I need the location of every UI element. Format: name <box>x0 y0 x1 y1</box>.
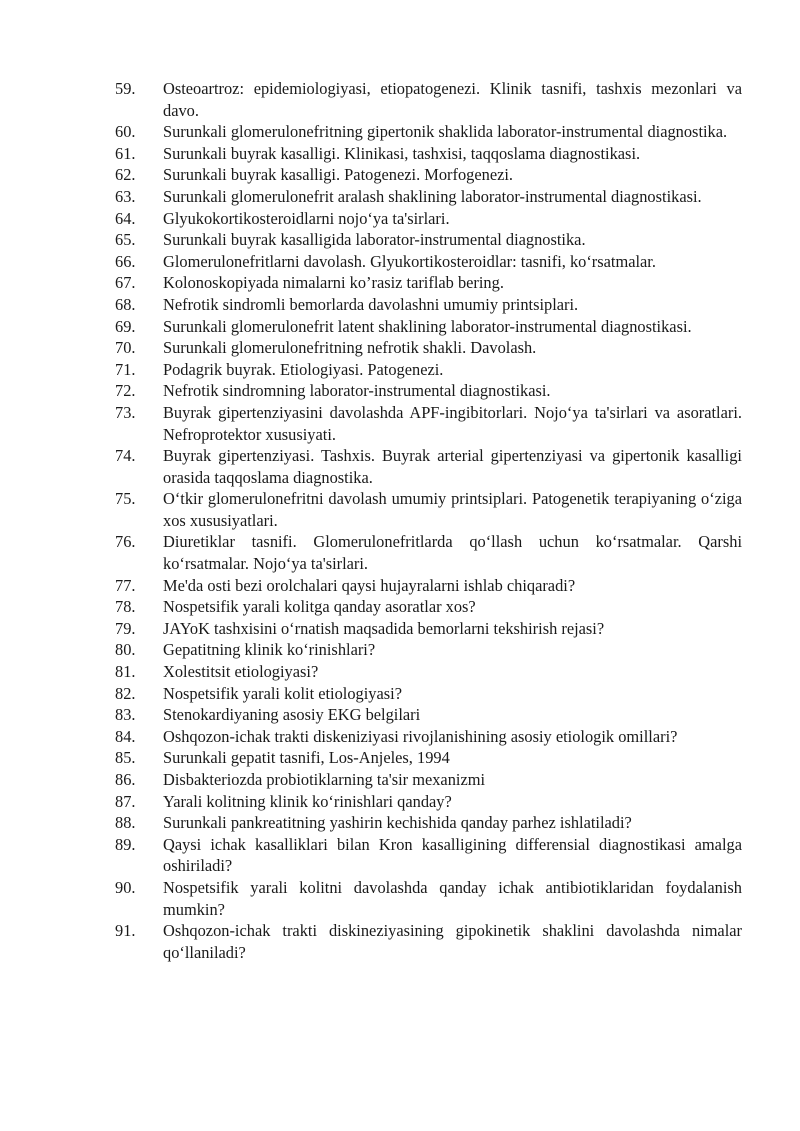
item-text: Surunkali buyrak kasalligi. Klinikasi, tashxisi, taqqoslama diagnostikasi. <box>163 143 641 163</box>
list-item <box>115 596 742 618</box>
list-item <box>115 661 742 683</box>
item-number: 85. <box>115 748 136 768</box>
item-text: O‘tkir glomerulonefritni davolash umumiy printsiplari. Patogenetik terapiyaning o‘ziga xos xususiyatlari. <box>163 489 742 530</box>
item-text: Stenokardiyaning asosiy EKG belgilari <box>163 705 421 725</box>
item-number: 91. <box>115 921 136 941</box>
item-text: Surunkali glomerulonefrit latent shaklining laborator-instrumental diagnostikasi. <box>163 316 692 336</box>
item-number: 66. <box>115 251 136 271</box>
list-item <box>115 208 742 230</box>
item-text: Surunkali glomerulonefritning gipertonik shaklida laborator-instrumental diagnostika. <box>163 122 728 142</box>
item-text: Podagrik buyrak. Etiologiyasi. Patogenezi. <box>163 359 444 379</box>
list-item <box>115 402 742 445</box>
question-list <box>115 78 742 963</box>
list-item <box>115 316 742 338</box>
list-item <box>115 121 742 143</box>
item-number: 86. <box>115 770 136 789</box>
item-text: Yarali kolitning klinik ko‘rinishlari qanday? <box>163 791 452 811</box>
item-text: Nefrotik sindromli bemorlarda davolashni umumiy printsiplari. <box>163 294 579 314</box>
item-text: Diuretiklar tasnifi. Glomerulonefritlarda qo‘llash uchun ko‘rsatmalar. Qarshi ko‘rsatmalar. Nojo‘ya ta'sirlari. <box>163 532 742 574</box>
item-text: Oshqozon-ichak trakti diskineziyasining gipokinetik shaklini davolashda nimalar qo‘llaniladi? <box>163 921 742 962</box>
item-number: 72. <box>115 381 136 401</box>
list-item <box>115 78 742 121</box>
item-text: Surunkali glomerulonefrit aralash shaklining laborator-instrumental diagnostikasi. <box>163 186 702 206</box>
item-text: Me'da osti bezi orolchalari qaysi hujayralarni ishlab chiqaradi? <box>163 575 576 595</box>
item-text: Qaysi ichak kasalliklari bilan Kron kasalligining differensial diagnostikasi amalga oshiriladi? <box>163 834 742 876</box>
item-number: 89. <box>115 834 136 854</box>
list-item <box>115 531 742 574</box>
item-text: Surunkali buyrak kasalligi. Patogenezi. Morfogenezi. <box>163 165 514 185</box>
list-item <box>115 639 742 661</box>
list-item <box>115 812 742 834</box>
item-number: 73. <box>115 402 136 422</box>
item-number: 69. <box>115 316 136 336</box>
item-number: 68. <box>115 294 136 314</box>
item-text: Buyrak gipertenziyasi. Tashxis. Buyrak arterial gipertenziyasi va gipertonik kasalligi orasida taqqoslama diagnostika. <box>163 446 742 487</box>
item-text: Surunkali buyrak kasalligida laborator-instrumental diagnostika. <box>163 230 586 250</box>
list-item <box>115 769 742 791</box>
list-item <box>115 704 742 726</box>
list-item <box>115 164 742 186</box>
list-item <box>115 618 742 640</box>
list-item <box>115 834 742 877</box>
item-number: 90. <box>115 877 136 897</box>
list-item <box>115 251 742 273</box>
item-number: 80. <box>115 640 136 660</box>
item-text: JAYoK tashxisini o‘rnatish maqsadida bemorlarni tekshirish rejasi? <box>163 618 605 638</box>
item-text: Surunkali pankreatitning yashirin kechishida qanday parhez ishlatiladi? <box>163 813 632 833</box>
item-text: Surunkali gepatit tasnifi, Los-Anjeles, 1994 <box>163 748 450 768</box>
item-text: Disbakteriozda probiotiklarning ta'sir mexanizmi <box>163 770 486 789</box>
item-number: 88. <box>115 813 136 833</box>
item-text: Glyukokortikosteroidlarni nojo‘ya ta'sirlari. <box>163 208 450 228</box>
item-text: Gepatitning klinik ko‘rinishlari? <box>163 640 376 660</box>
item-number: 81. <box>115 662 136 682</box>
item-text: Osteoartroz: epidemiologiyasi, etiopatogenezi. Klinik tasnifi, tashxis mezonlari va davo. <box>163 79 742 120</box>
item-number: 62. <box>115 165 136 185</box>
item-number: 78. <box>115 597 136 617</box>
item-number: 59. <box>115 79 136 98</box>
list-item <box>115 337 742 359</box>
item-number: 76. <box>115 532 136 552</box>
list-item <box>115 683 742 705</box>
item-number: 74. <box>115 446 136 466</box>
item-number: 87. <box>115 791 136 811</box>
item-number: 79. <box>115 618 136 638</box>
item-text: Kolonoskopiyada nimalarni ko’rasiz tariflab bering. <box>163 273 504 293</box>
item-number: 65. <box>115 230 136 250</box>
item-number: 70. <box>115 338 136 358</box>
item-number: 83. <box>115 705 136 725</box>
list-item <box>115 488 742 531</box>
list-item <box>115 380 742 402</box>
item-number: 67. <box>115 273 136 293</box>
item-number: 75. <box>115 489 136 509</box>
list-item <box>115 726 742 748</box>
list-item <box>115 294 742 316</box>
item-text: Surunkali glomerulonefritning nefrotik shakli. Davolash. <box>163 338 537 358</box>
item-text: Nospetsifik yarali kolitga qanday asoratlar xos? <box>163 597 476 617</box>
list-item <box>115 272 742 294</box>
item-number: 63. <box>115 186 136 206</box>
list-item <box>115 359 742 381</box>
list-item <box>115 791 742 813</box>
item-text: Xolestitsit etiologiyasi? <box>163 662 319 682</box>
item-number: 77. <box>115 575 136 595</box>
item-number: 61. <box>115 143 136 163</box>
item-number: 64. <box>115 208 136 228</box>
item-number: 71. <box>115 359 136 379</box>
item-text: Nospetsifik yarali kolit etiologiyasi? <box>163 683 402 703</box>
list-item <box>115 445 742 488</box>
list-item <box>115 877 742 920</box>
item-text: Buyrak gipertenziyasini davolashda APF-ingibitorlari. Nojo‘ya ta'sirlari va asoratlari. Nefroprotektor xususiyati. <box>163 402 742 444</box>
item-text: Glomerulonefritlarni davolash. Glyukortikosteroidlar: tasnifi, ko‘rsatmalar. <box>163 251 656 271</box>
list-item <box>115 575 742 597</box>
list-item <box>115 229 742 251</box>
item-number: 84. <box>115 726 136 746</box>
list-item <box>115 920 742 963</box>
list-item <box>115 143 742 165</box>
list-item <box>115 186 742 208</box>
list-item <box>115 747 742 769</box>
item-number: 82. <box>115 683 136 703</box>
item-text: Oshqozon-ichak trakti diskeniziyasi rivojlanishining asosiy etiologik omillari? <box>163 726 678 746</box>
item-text: Nefrotik sindromning laborator-instrumental diagnostikasi. <box>163 381 551 401</box>
item-text: Nospetsifik yarali kolitni davolashda qanday ichak antibiotiklaridan foydalanish mumkin? <box>163 877 742 919</box>
item-number: 60. <box>115 122 136 142</box>
